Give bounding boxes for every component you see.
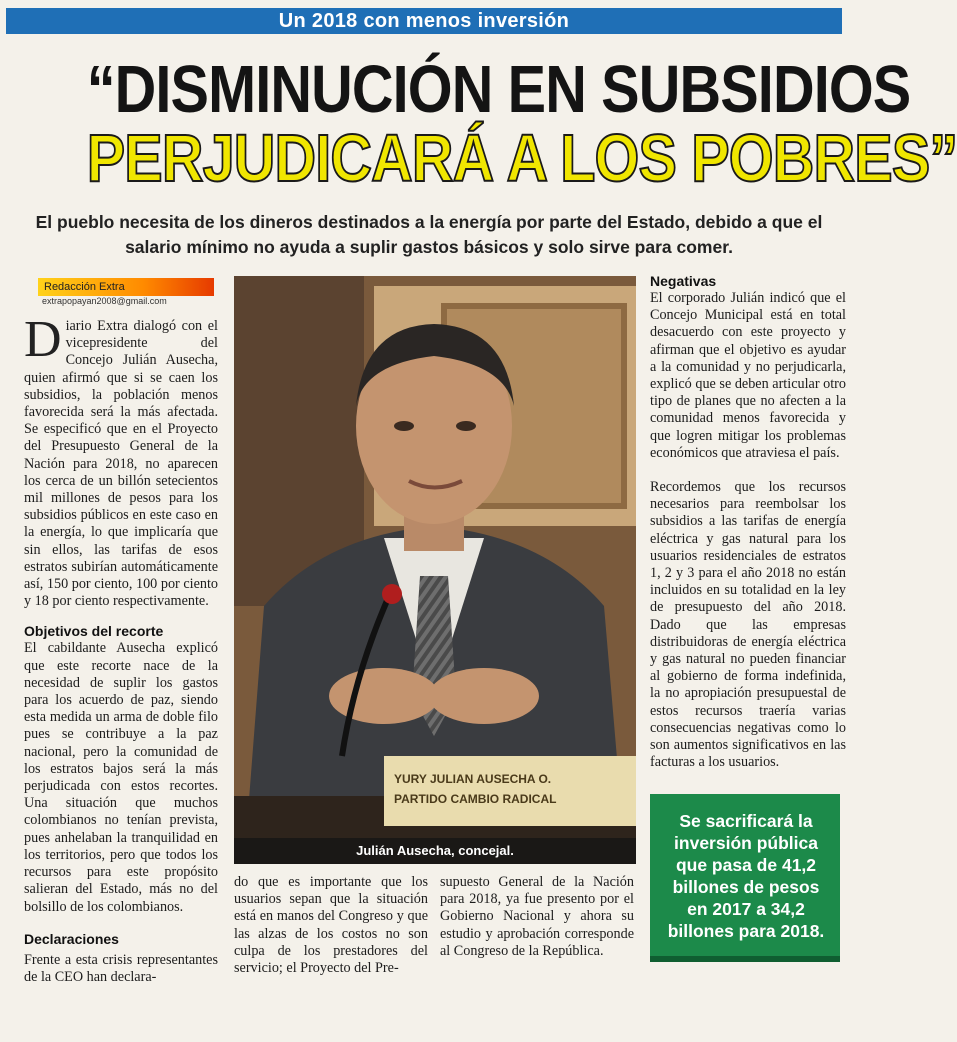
headline-line-2: PERJUDICARÁ A LOS POBRES” — [86, 121, 957, 196]
paragraph-recordemos: Recordemos que los recursos necesarios para reembolsar los subsidios a las tarifas de energía eléctrica y gas natural para los usuarios residenciales de estratos 1, 2 y 3 para el año 2018 no están incluidos en su totalidad en la ley de presupuesto del año 2018. Dado que las empresas distribuidoras de energía eléctrica y gas natural no pueden financiar al gobierno de forma indefinida, la no apropiación presupuestal de estos recursos traería varias consecuencias negativas como lo son aumentos significativos en las facturas a los usuarios. — [650, 479, 846, 771]
paragraph-negativas: El corporado Julián indicó que el Concejo Municipal está en total desacuerdo con este proyecto y afirman que el objetivo es ayudar a la comunidad y no perjudicarla, explicó que se deben articular otro tipo de planes que no afecten a la comunidad menos favorecida y que logren mitigar los problemas económicos que atraviesa el país. — [650, 290, 846, 461]
drop-cap: D — [24, 311, 62, 368]
column-2-continuation: do que es importante que los usuarios sepan que la situación está en manos del Congreso y que las alzas de los costos no son culpa de los prestadores del servicio; el Proyecto del Pre- — [234, 874, 428, 977]
paragraph-objetivos: El cabildante Ausecha explicó que este recorte nace de la necesidad de suplir los gastos para los acuerdo de paz, siendo esta medida un arma de doble filo pues se contribuye a la paz nacional, pero la comunidad de los estratos bajos será la más perjudicada con estos recortes. Una situación que muchos colombianos no tenían prevista, pues anhelaban la tranquilidad en los territorios, pero que todos los recursos para este propósito salieran del Estado, más no del bolsillo de los colombianos. — [24, 640, 218, 915]
portrait-photo — [234, 276, 636, 864]
byline-email: extrapopayan2008@gmail.com — [42, 296, 167, 306]
photo-caption: Julián Ausecha, concejal. — [234, 838, 636, 864]
nameplate-line-1: YURY JULIAN AUSECHA O. — [394, 772, 552, 786]
headline-line-1: “DISMINUCIÓN EN SUBSIDIOS — [86, 52, 911, 127]
heading-objetivos: Objetivos del recorte — [24, 623, 164, 640]
pull-quote: Se sacrificará la inversión pública que pasa de 41,2 billones de pesos en 2017 a 34,2 billones para 2018. — [650, 794, 840, 962]
subtitle: El pueblo necesita de los dineros destinados a la energía por parte del Estado, debido a que el salario mínimo no ayuda a suplir gastos básicos y solo sirve para comer. — [35, 212, 823, 257]
column-4 — [650, 272, 846, 771]
paragraph-declaraciones: Frente a esta crisis representantes de la CEO han declara- — [24, 951, 218, 985]
heading-negativas: Negativas — [650, 273, 717, 289]
intro-paragraph: Diario Extra dialogó con el vicepresidente del Concejo Julián Ausecha, quien afirmó que si se caen los subsidios, la población menos favorecida será la más afectada. Se especificó que en el Proyecto del Presupuesto General de la Nación para 2018, no aparecen los cerca de un billón setecientos mil millones de pesos para los subsidios públicos en este caso en la energía, lo que implicaría que sin ellos, las tarifas de esos estratos subirían automáticamente así, 150 por ciento, 100 por ciento y 18 por ciento respectivamente. — [24, 311, 218, 610]
column-3-continuation: supuesto General de la Nación para 2018, ya fue presento por el Gobierno Nacional y ahora su estudio y aprobación corresponde al Congreso de la República. — [440, 874, 634, 959]
heading-declaraciones: Declaraciones — [24, 930, 119, 947]
column-1 — [24, 311, 218, 986]
byline-label: Redacción Extra — [38, 278, 214, 296]
section-kicker: Un 2018 con menos inversión — [6, 8, 842, 34]
nameplate-line-2: PARTIDO CAMBIO RADICAL — [394, 792, 557, 806]
